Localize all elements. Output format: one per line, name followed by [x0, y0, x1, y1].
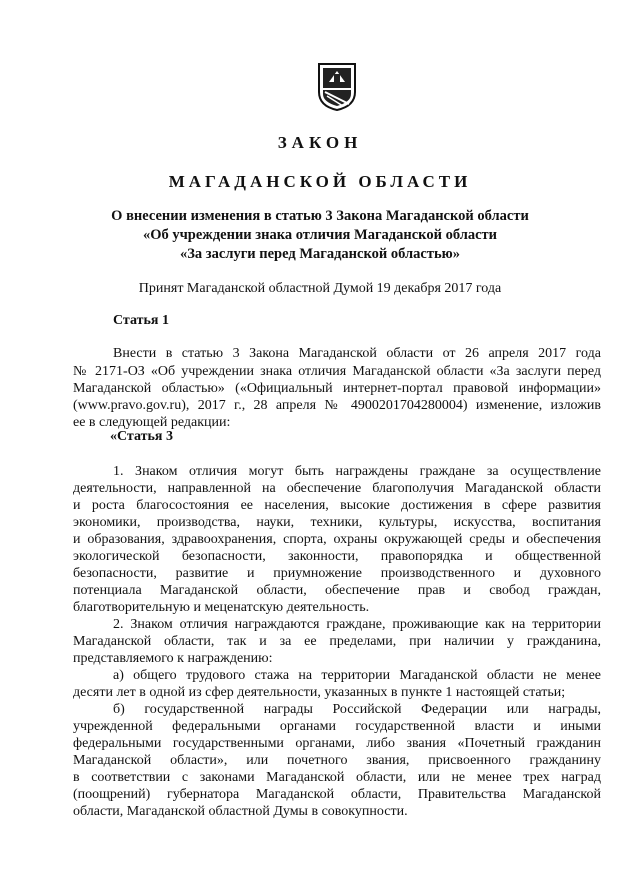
region-title: МАГАДАНСКОЙ ОБЛАСТИ: [168, 172, 472, 191]
text-line: ее в следующей редакции:: [73, 415, 231, 430]
text-line: десяти лет в одной из сфер деятельности, указанных в пункте 1 настоящей статьи;: [73, 685, 566, 700]
text-line: № 2171-ОЗ «Об учреждении знака отличия Магаданской области «За заслуги перед: [73, 364, 601, 379]
adoption-note: Принят Магаданской областной Думой 19 декабря 2017 года: [138, 281, 502, 296]
text-line: экономики, производства, науки, техники, культуры, искусства, воспитания: [73, 515, 601, 530]
text-line: федеральными государственными органами, либо звания «Почетный гражданин: [73, 736, 601, 751]
text-line: а) общего трудового стажа на территории Магаданской области не менее: [113, 668, 601, 683]
text-line: учрежденной федеральными органами государственной власти и иными: [73, 719, 601, 734]
article-heading: Статья 1: [113, 313, 169, 328]
coat-of-arms-icon: [317, 62, 357, 112]
law-title: ЗАКОН: [277, 133, 363, 152]
text-line: безопасности, развитие и приумножение производственного и духовного: [73, 566, 601, 581]
text-line: Внести в статью 3 Закона Магаданской области от 26 апреля 2017 года: [113, 346, 601, 361]
text-line: представляемого к награждению:: [73, 651, 273, 666]
text-line: области, Магаданской областной Думы в совокупности.: [73, 804, 408, 819]
subject-line: «Об учреждении знака отличия Магаданской области: [142, 227, 498, 243]
text-line: и образования, здравоохранения, спорта, охраны окружающей среды и обеспечения: [73, 532, 601, 547]
text-line: Магаданской области, так и за ее пределами, при наличии у гражданина,: [73, 634, 601, 649]
text-line: б) государственной награды Российской Федерации или награды,: [113, 702, 601, 717]
text-line: (www.pravo.gov.ru), 2017 г., 28 апреля № 4900201704280004) изменение, изложив: [73, 398, 601, 413]
subject-line: «За заслуги перед Магаданской областью»: [180, 246, 460, 262]
text-line: и роста благосостояния ее населения, высокие достижения в сфере развития: [73, 498, 601, 513]
text-line: потенциала Магаданской области, обеспечение прав и свобод граждан,: [73, 583, 601, 598]
text-line: благотворительную и меценатскую деятельность.: [73, 600, 370, 615]
text-line: (поощрений) губернатора Магаданской области, Правительства Магаданской: [73, 787, 601, 802]
text-line: экологической безопасности, законности, правопорядка и общественной: [73, 549, 601, 564]
text-line: 1. Знаком отличия могут быть награждены граждане за осуществление: [113, 464, 601, 479]
subject-line: О внесении изменения в статью 3 Закона Магаданской области: [111, 208, 529, 224]
text-line: Магаданской областью» («Официальный интернет-портал правовой информации»: [73, 381, 601, 396]
text-line: 2. Знаком отличия награждаются граждане, проживающие как на территории: [113, 617, 601, 632]
quoted-article-heading: «Статья 3: [110, 429, 173, 444]
text-line: в соответствии с законами Магаданской области, или не менее трех наград: [73, 770, 601, 785]
text-line: Магаданской области», или почетного звания, присвоенного гражданину: [73, 753, 601, 768]
text-line: деятельности, направленной на обеспечение благополучия Магаданской области: [73, 481, 601, 496]
